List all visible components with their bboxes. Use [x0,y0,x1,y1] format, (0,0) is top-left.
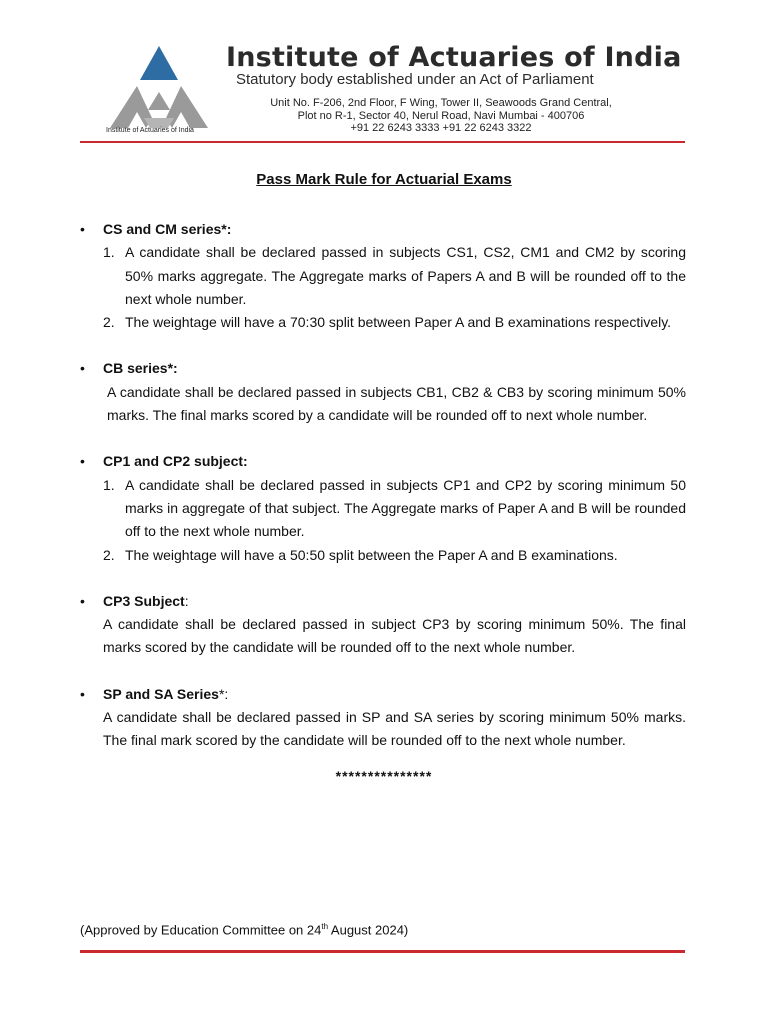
section-heading-line [103,590,686,613]
logo-grey-right [166,86,208,128]
section-heading: SP and SA Series [103,685,219,702]
approval-prefix: (Approved by Education Committee on 24 [80,922,322,938]
item-text: The weightage will have a 50:50 split between the Paper A and B examinations. [125,546,618,563]
item-number: 1. [103,244,115,261]
section-heading-line [103,683,686,706]
item-number: 2. [103,314,115,331]
item-number: 1. [103,476,115,493]
item-text: A candidate shall be declared passed in subjects CS1, CS2, CM1 and CM2 by scoring 50% marks aggregate. The Aggregate marks of Papers A and B will be rounded off to the next whole number. [125,244,686,307]
approval-suffix: August 2024) [328,922,409,938]
logo-caption: Institute of Actuaries of India [106,127,194,134]
section-cp3 [80,590,686,660]
address-line-2: Plot no R-1, Sector 40, Nerul Road, Navi Mumbai - 400706 [297,109,585,122]
iai-logo [104,44,214,140]
numbered-list [103,474,686,567]
address-line-1: Unit No. F-206, 2nd Floor, F Wing, Tower II, Seawoods Grand Central, [270,97,612,109]
logo-blue-triangle [140,46,178,80]
org-address [263,97,619,135]
bullet: • [80,360,85,377]
separator-stars: *************** [335,768,433,784]
approval-note [80,922,408,937]
section-heading: CP1 and CP2 subject: [103,453,248,470]
section-cp1-cp2 [80,450,686,566]
section-heading-suffix: *: [218,685,229,702]
header-divider [80,141,685,143]
logo-grey-left [110,86,152,128]
list-item [103,311,686,334]
logo-grey-center [148,92,170,110]
section-cb [80,357,686,427]
section-heading-suffix: : [184,592,189,609]
bullet: • [80,592,85,609]
section-paragraph: A candidate shall be declared passed in subject CP3 by scoring minimum 50%. The final marks scored by the candidate will be rounded off to the next whole number. [103,616,686,656]
list-item [103,241,686,311]
approval-superscript: th [321,922,329,931]
section-cs-cm [80,218,686,334]
org-title: Institute of Actuaries of India [226,42,682,73]
item-text: A candidate shall be declared passed in subjects CP1 and CP2 by scoring minimum 50 marks in aggregate of that subject. The Aggregate marks of Paper A and B will be rounded off to the next whole number. [125,476,686,540]
section-paragraph: A candidate shall be declared passed in SP and SA series by scoring minimum 50% marks. The final mark scored by the candidate will be rounded off to the next whole number. [103,709,686,749]
document-title: Pass Mark Rule for Actuarial Exams [256,171,512,188]
bullet: • [80,685,85,702]
section-sp-sa [80,683,686,753]
section-heading: CS and CM series*: [103,221,232,237]
numbered-list [103,241,686,334]
org-tagline: Statutory body established under an Act of Parliament [236,71,594,88]
phone-line: +91 22 6243 3333 +91 22 6243 3322 [350,122,532,134]
section-heading: CP3 Subject [103,592,185,609]
bullet: • [80,453,85,470]
list-item [103,544,686,567]
item-number: 2. [103,546,115,563]
bullet: • [80,221,85,237]
section-heading: CB series*: [103,360,178,377]
section-paragraph: A candidate shall be declared passed in subjects CB1, CB2 & CB3 by scoring minimum 50% marks. The final marks scored by a candidate will be rounded off to next whole number. [107,383,686,424]
footer-divider [80,950,685,953]
list-item [103,474,686,544]
item-text: The weightage will have a 70:30 split between Paper A and B examinations respectively. [125,314,672,331]
document-body [80,218,686,776]
